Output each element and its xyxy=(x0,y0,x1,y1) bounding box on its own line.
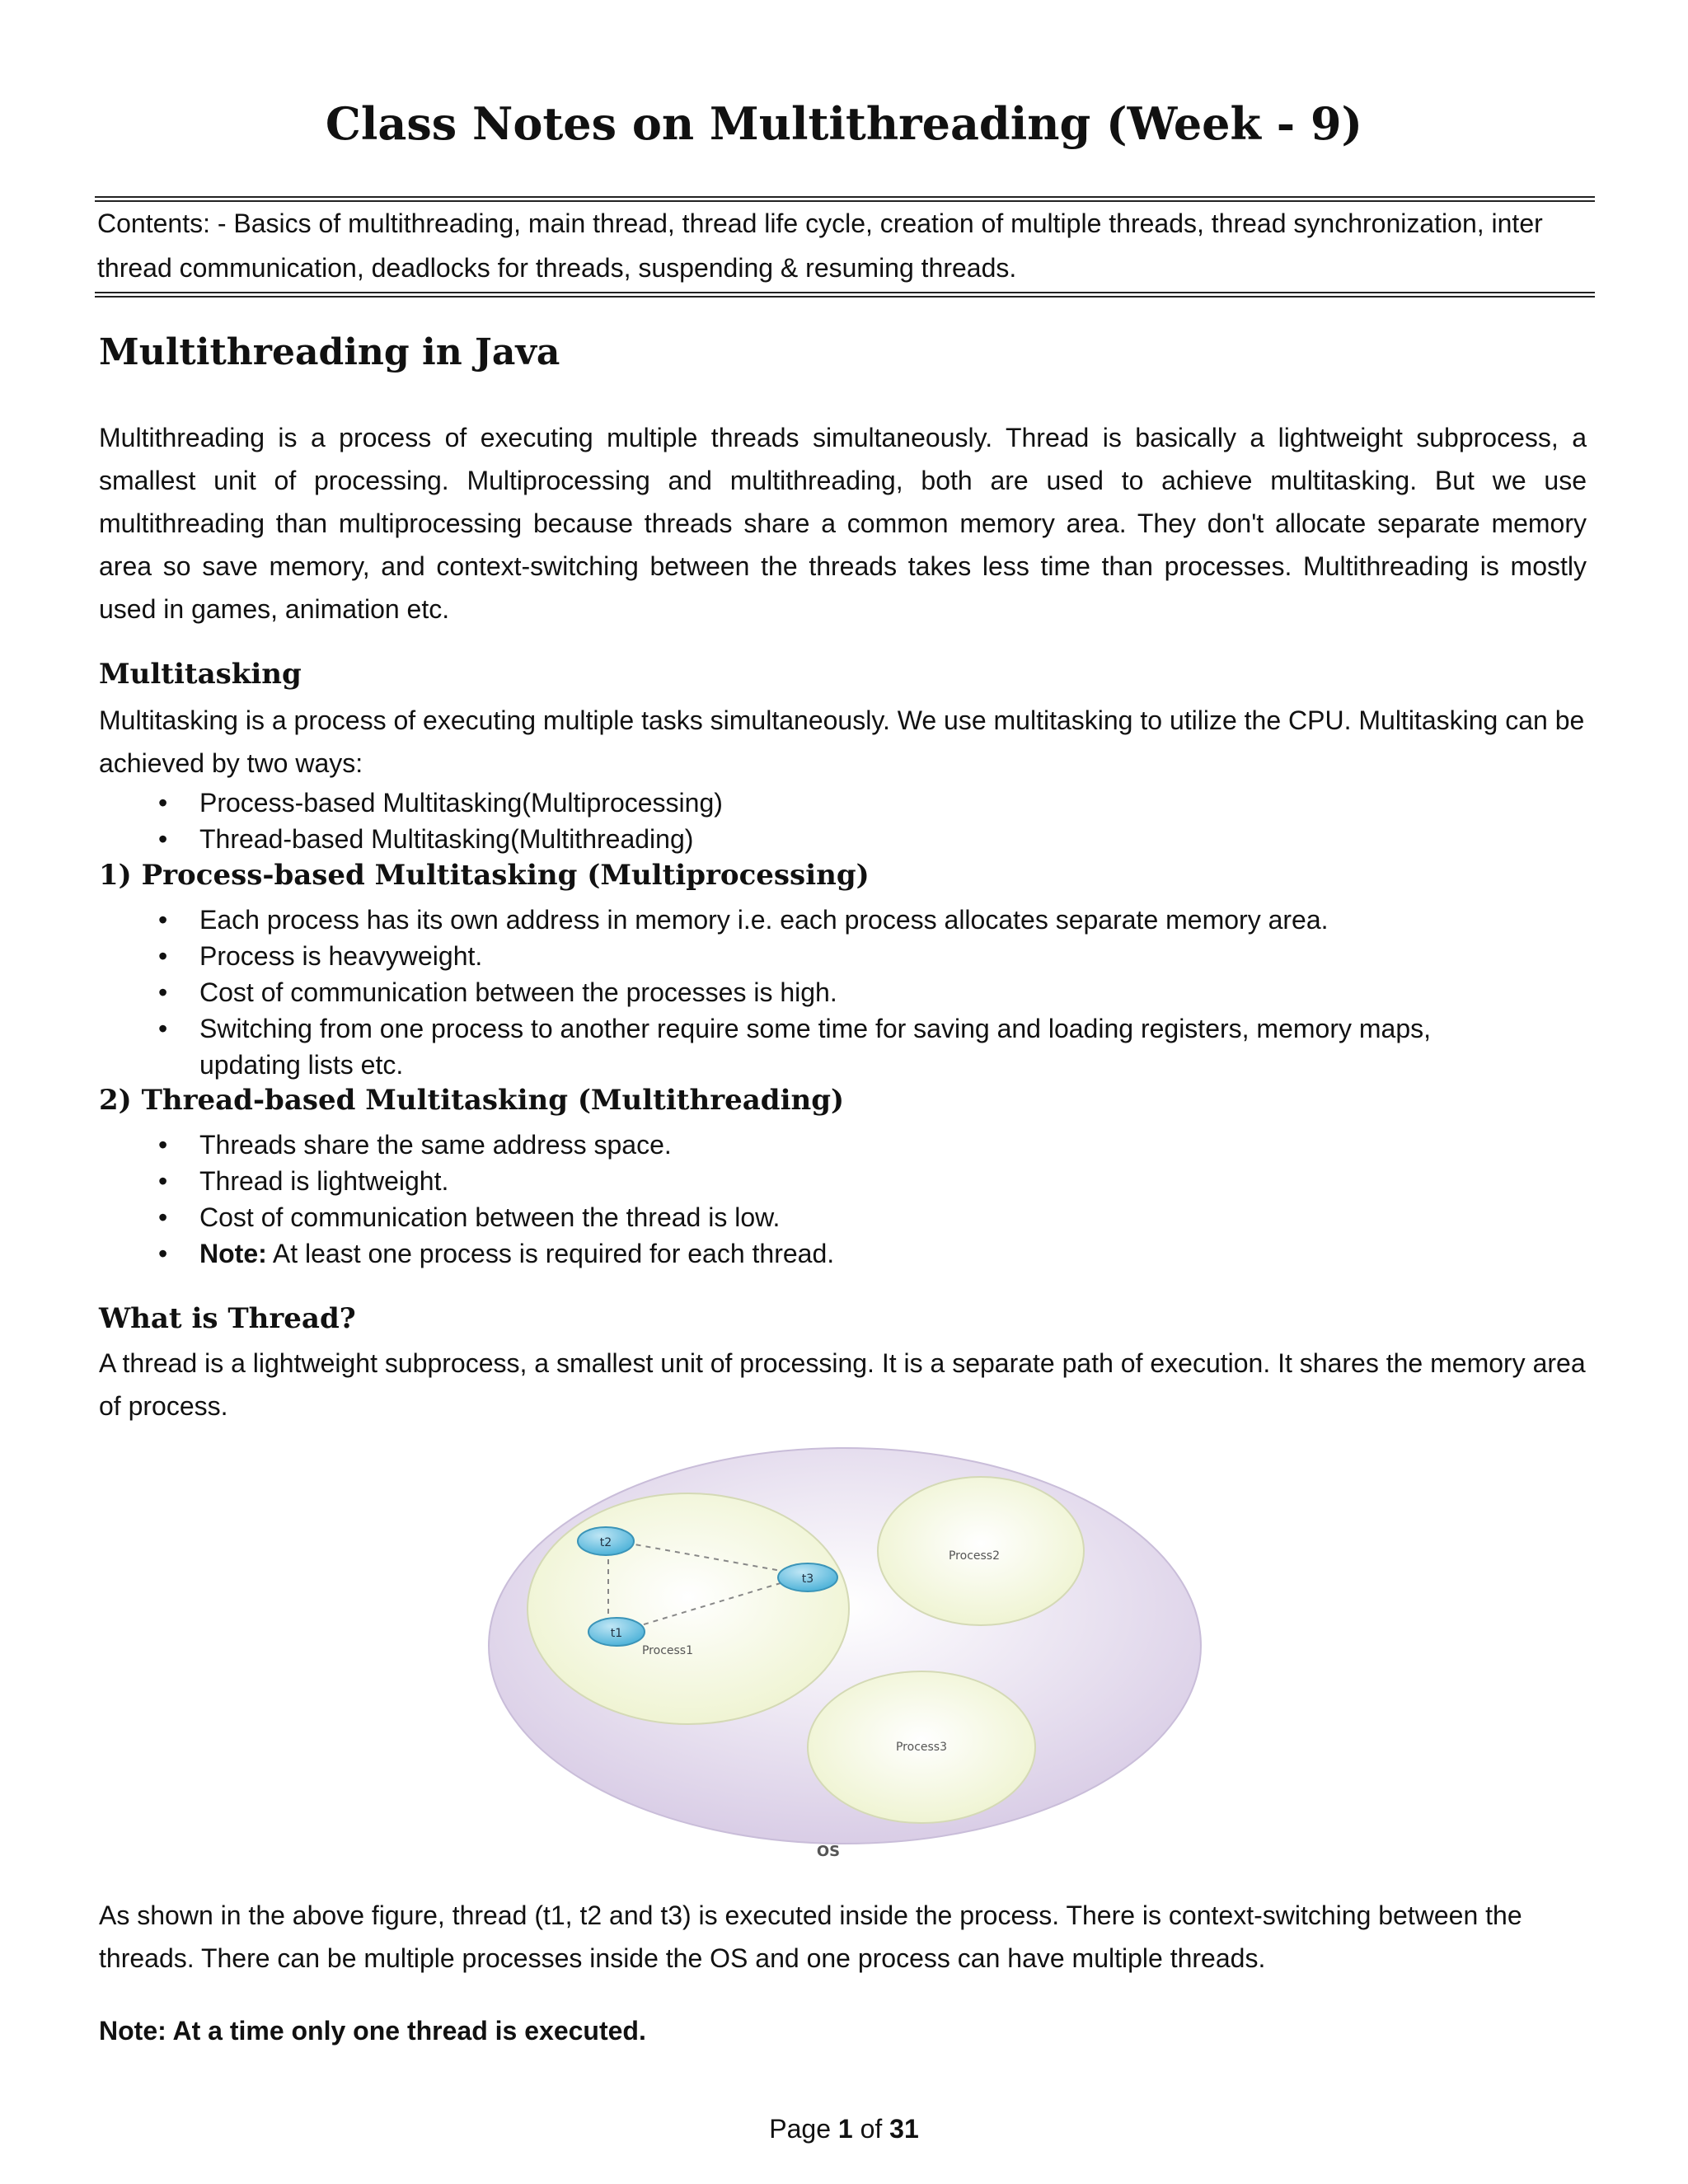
intro-paragraph: Multithreading is a process of executing multiple threads simultaneously. Thread is basically a lightweight subprocess, a smallest unit of processing. Multiprocessing and multithreading, both are used to achieve multitasking. But we use multithreading than multiprocessing because threads share a common memory area. They don't allocate separate memory area so save memory, and context-switching between the threads takes less time than processes. Multithreading is mostly used in games, animation etc. xyxy=(99,423,1587,624)
page-title: Class Notes on Multithreading (Week - 9) xyxy=(325,97,1363,150)
section-heading: Multithreading in Java xyxy=(99,331,560,373)
list-item: • Thread-based Multitasking(Multithreading) xyxy=(99,821,1500,857)
thread-t3-label: t3 xyxy=(801,1572,814,1586)
list-item: • Threads share the same address space. xyxy=(99,1127,1500,1163)
page-prefix: Page xyxy=(769,2114,838,2144)
process2-label: Process2 xyxy=(948,1549,1001,1563)
list-item: • Switching from one process to another require some time for saving and loading registers, memory maps, updating lists etc. xyxy=(99,1010,1500,1083)
bottom-divider xyxy=(95,292,1595,293)
multitasking-heading: Multitasking xyxy=(99,658,302,691)
process1-label: Process1 xyxy=(641,1644,694,1657)
page-current: 1 xyxy=(837,2114,853,2144)
list-item: • Cost of communication between the processes is high. xyxy=(99,974,1500,1010)
page-total: 31 xyxy=(889,2114,919,2144)
thread-based-heading: 2) Thread-based Multitasking (Multithreading) xyxy=(99,1084,845,1117)
what-is-thread-text: A thread is a lightweight subprocess, a smallest unit of processing. It is a separate path of execution. It shares the memory area of process. xyxy=(99,1348,1586,1421)
what-is-thread-heading: What is Thread? xyxy=(99,1302,356,1335)
os-label: OS xyxy=(816,1843,841,1860)
process1-ellipse xyxy=(528,1493,849,1724)
list-item: • Process is heavyweight. xyxy=(99,938,1500,974)
page-middle: of xyxy=(852,2114,890,2144)
contents-summary: Contents: - Basics of multithreading, main thread, thread life cycle, creation of multiple threads, thread synchronization, inter thread communication, deadlocks for threads, suspending & resuming threads. xyxy=(97,209,1543,283)
list-item: • Thread is lightweight. xyxy=(99,1163,1500,1199)
process3-label: Process3 xyxy=(895,1741,948,1754)
note-text: At least one process is required for each thread. xyxy=(266,1239,835,1268)
process-based-list xyxy=(99,902,1500,1083)
note-label: Note: xyxy=(199,1239,267,1268)
list-item: • Process-based Multitasking(Multiprocessing) xyxy=(99,785,1500,821)
multitasking-list xyxy=(99,785,1500,857)
after-figure-paragraph: As shown in the above figure, thread (t1, t2 and t3) is executed inside the process. There is context-switching between the threads. There can be multiple processes inside the OS and one process can have multiple threads. xyxy=(99,1900,1522,1973)
page-number xyxy=(0,2114,1688,2144)
thread-based-list xyxy=(99,1127,1500,1272)
thread-t1-label: t1 xyxy=(610,1627,623,1640)
list-item xyxy=(99,1235,1500,1272)
list-item: • Each process has its own address in memory i.e. each process allocates separate memory area. xyxy=(99,902,1500,938)
final-note: Note: At a time only one thread is executed. xyxy=(99,2016,646,2046)
thread-t2-label: t2 xyxy=(599,1536,612,1549)
process-based-heading: 1) Process-based Multitasking (Multiprocessing) xyxy=(99,859,870,892)
os-process-diagram xyxy=(478,1436,1220,1864)
multitasking-text: Multitasking is a process of executing multiple tasks simultaneously. We use multitasking to utilize the CPU. Multitasking can be achieved by two ways: xyxy=(99,705,1585,778)
list-item: • Cost of communication between the thread is low. xyxy=(99,1199,1500,1235)
top-divider xyxy=(95,196,1595,198)
